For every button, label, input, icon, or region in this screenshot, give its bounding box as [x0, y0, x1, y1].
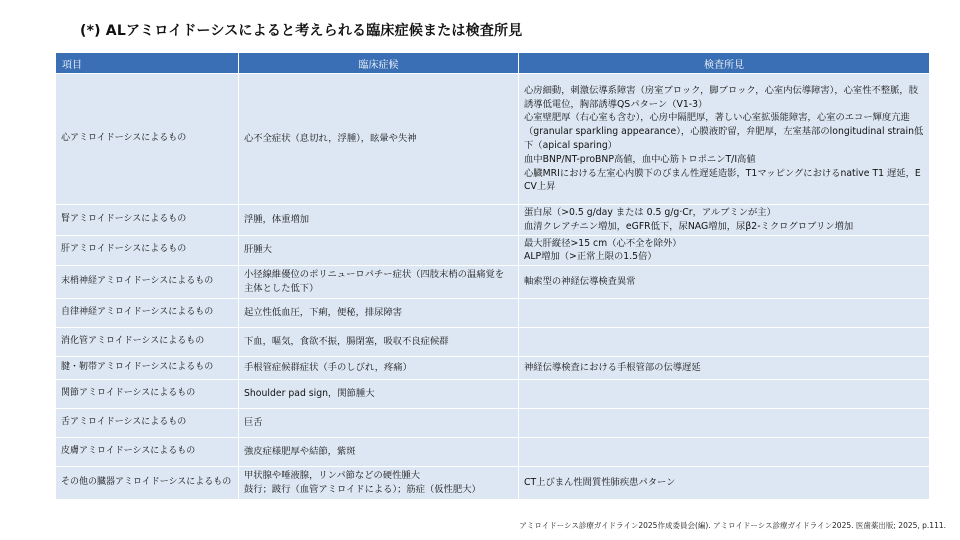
cell-clinical-symptoms: [239, 74, 519, 205]
cell-clinical-symptoms: [239, 467, 519, 500]
cell-item: 腎アミロイドーシスによるもの: [56, 205, 239, 236]
cell-test-findings: [519, 74, 930, 205]
finding-text: 最大肝縦径>15 cm（心不全を除外）: [524, 237, 682, 249]
table-row: [56, 74, 930, 205]
cell-clinical-symptoms: [239, 380, 519, 409]
table-row: [56, 299, 930, 328]
cell-item: 自律神経アミロイドーシスによるもの: [56, 299, 239, 328]
cell-item: その他の臓器アミロイドーシスによるもの: [56, 467, 239, 500]
cell-test-findings: [519, 299, 930, 328]
symptom-text: 手根管症候群症状（手のしびれ，疼痛）: [244, 362, 412, 374]
table-row: [56, 357, 930, 380]
table-row: [56, 380, 930, 409]
cell-clinical-symptoms: [239, 205, 519, 236]
cell-test-findings: [519, 380, 930, 409]
symptom-text: 巨舌: [244, 417, 263, 429]
table-row: [56, 328, 930, 357]
cell-test-findings: [519, 357, 930, 380]
cell-test-findings: [519, 235, 930, 266]
citation: アミロイドーシス診療ガイドライン2025作成委員会(編). アミロイドーシス診療ガイドライン2025. 医歯薬出版; 2025, p.111.: [519, 521, 946, 530]
cell-item: 皮膚アミロイドーシスによるもの: [56, 438, 239, 467]
cell-item: 消化管アミロイドーシスによるもの: [56, 328, 239, 357]
symptom-text: 強皮症様肥厚や結節，紫斑: [244, 446, 356, 458]
symptom-text: 心不全症状（息切れ，浮腫），眩暈や失神: [244, 133, 417, 145]
table-row: [56, 409, 930, 438]
cell-clinical-symptoms: [239, 328, 519, 357]
finding-text: 血清クレアチニン増加，eGFR低下，尿NAG増加，尿β2-ミクログロブリン増加: [524, 220, 854, 232]
cell-clinical-symptoms: [239, 357, 519, 380]
header-clinical-symptoms: 臨床症候: [239, 53, 519, 74]
finding-text: 心房細動，刺激伝導系障害（房室ブロック，脚ブロック，心室内伝導障害），心室性不整脈，肢誘導低電位，胸部誘導QSパターン（V1-3）: [524, 84, 919, 110]
cell-test-findings: [519, 467, 930, 500]
cell-item: 腱・靭帯アミロイドーシスによるもの: [56, 357, 239, 380]
symptom-text: 甲状腺や唾液腺，リンパ節などの硬性腫大: [244, 470, 420, 482]
header-item: 項目: [56, 53, 239, 74]
cell-clinical-symptoms: [239, 299, 519, 328]
symptom-text: 起立性低血圧，下痢，便秘，排尿障害: [244, 307, 403, 319]
header-test-findings: 検査所見: [519, 53, 930, 74]
finding-text: CT上びまん性間質性肺疾患パターン: [524, 477, 676, 489]
cell-test-findings: [519, 328, 930, 357]
finding-text: 神経伝導検査における手根管部の伝導遅延: [524, 362, 701, 374]
cell-item: 肝アミロイドーシスによるもの: [56, 235, 239, 266]
cell-clinical-symptoms: [239, 266, 519, 299]
cell-test-findings: [519, 205, 930, 236]
cell-clinical-symptoms: [239, 409, 519, 438]
finding-text: 軸索型の神経伝導検査異常: [524, 276, 636, 288]
page-title: (*) ALアミロイドーシスによると考えられる臨床症候または検査所見: [80, 23, 523, 39]
finding-text: 心臓MRIにおける左室心内膜下のびまん性遅延造影，T1マッピングにおけるnative T1 遅延，ECV上昇: [524, 167, 921, 193]
table-row: [56, 205, 930, 236]
table-row: [56, 438, 930, 467]
symptom-text: Shoulder pad sign，関節腫大: [244, 388, 375, 400]
cell-item: 心アミロイドーシスによるもの: [56, 74, 239, 205]
cell-clinical-symptoms: [239, 438, 519, 467]
cell-test-findings: [519, 438, 930, 467]
table-row: [56, 235, 930, 266]
symptom-text: 浮腫，体重増加: [244, 213, 310, 225]
cell-item: 舌アミロイドーシスによるもの: [56, 409, 239, 438]
symptom-text: 下血，嘔気，食欲不振，腸閉塞，吸収不良症候群: [244, 336, 449, 348]
cell-test-findings: [519, 266, 930, 299]
finding-text: 蛋白尿（>0.5 g/day または 0.5 g/g·Cr，アルブミンが主）: [524, 207, 776, 218]
cell-clinical-symptoms: [239, 235, 519, 266]
symptom-text: 肝腫大: [244, 244, 272, 256]
table-header-row: [56, 53, 930, 74]
table-row: [56, 467, 930, 500]
finding-text: 血中BNP/NT-proBNP高値，血中心筋トロポニンT/I高値: [524, 153, 756, 165]
finding-text: ALP増加（>正常上限の1.5倍）: [524, 251, 657, 263]
cell-item: 関節アミロイドーシスによるもの: [56, 380, 239, 409]
cell-item: 末梢神経アミロイドーシスによるもの: [56, 266, 239, 299]
cell-test-findings: [519, 409, 930, 438]
symptom-text: 鼓行；跛行（血管アミロイドによる）；筋症（仮性肥大）: [244, 484, 481, 496]
finding-text: 心室壁肥厚（右心室も含む），心房中隔肥厚，著しい心室拡張能障害，心室のエコー輝度亢進（granular sparkling appearance），心膜液貯留，弁肥厚，左室基部のlongitudinal strain低下（apical sparing）: [524, 112, 924, 151]
clinical-findings-table: [55, 52, 930, 500]
table-row: [56, 266, 930, 299]
symptom-text: 小径線維優位のポリニューロパチー症状（四肢末梢の温痛覚を主体とした低下）: [244, 269, 505, 295]
